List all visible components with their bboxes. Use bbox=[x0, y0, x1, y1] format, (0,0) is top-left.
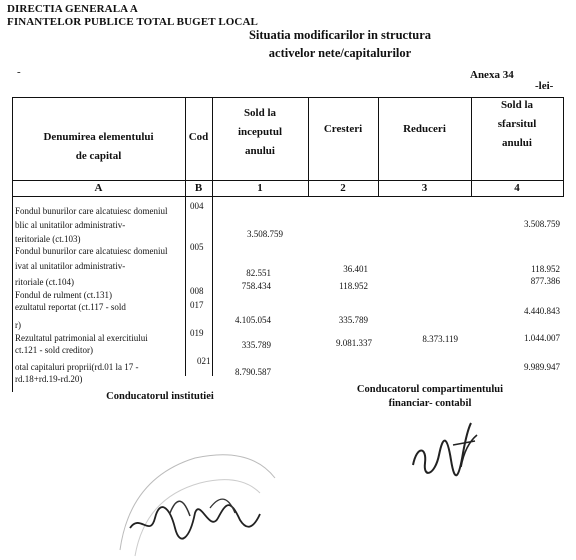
column-letter-b: B bbox=[194, 182, 203, 194]
institution-line-2: FINANTELOR PUBLICE TOTAL BUGET LOCAL bbox=[7, 16, 258, 28]
row-code: 019 bbox=[190, 328, 204, 338]
column-letter-4: 4 bbox=[514, 182, 520, 194]
row-label: Fondul de rulment (ct.131) bbox=[15, 290, 112, 300]
cell-cresteri: 118.952 bbox=[339, 281, 368, 291]
signature-title-left: Conducatorul institutiei bbox=[106, 391, 214, 402]
cell-sold-inceput: 82.551 bbox=[246, 268, 271, 278]
cell-sold-sfarsit: 9.989.947 bbox=[524, 362, 560, 372]
row-label: otal capitaluri proprii(rd.01 la 17 - rd.18+rd.19-rd.20) bbox=[15, 362, 139, 384]
row-code: 005 bbox=[190, 242, 204, 252]
document-title-line-1: Situatia modificarilor in structura bbox=[248, 28, 432, 42]
cell-sold-sfarsit: 3.508.759 bbox=[524, 219, 560, 229]
row-label: Fondul bunurilor care alcatuiesc domeniul ivat al unitatilor administrativ- ritoriale (ct.104) bbox=[15, 246, 168, 287]
cell-sold-inceput: 3.508.759 bbox=[247, 229, 283, 239]
column-header-sold-sfarsit: Sold la sfarsitul anului bbox=[497, 99, 537, 149]
column-header-reduceri: Reduceri bbox=[403, 123, 446, 135]
cell-reduceri: 8.373.119 bbox=[422, 334, 458, 344]
row-code: 021 bbox=[197, 356, 211, 366]
annex-label: Anexa 34 bbox=[470, 69, 514, 81]
column-header-cresteri: Cresteri bbox=[323, 123, 363, 135]
column-header-sold-inceput: Sold la inceputul anului bbox=[237, 107, 282, 157]
cell-cresteri: 9.081.337 bbox=[336, 338, 372, 348]
column-letter-a: A bbox=[94, 182, 103, 194]
column-letter-1: 1 bbox=[257, 182, 263, 194]
cell-sold-sfarsit: 877.386 bbox=[530, 276, 560, 286]
column-header-code: Cod bbox=[188, 131, 209, 143]
row-code: 017 bbox=[190, 300, 204, 310]
column-header-element: Denumirea elementului de capital bbox=[43, 131, 154, 162]
cell-sold-inceput: 335.789 bbox=[241, 340, 271, 350]
signature-title-right: Conducatorul compartimentului financiar- contabil bbox=[356, 384, 504, 409]
cell-sold-inceput: 4.105.054 bbox=[235, 315, 271, 325]
stamp-signature-left bbox=[100, 418, 290, 560]
row-label: Fondul bunurilor care alcatuiesc domeniul blic al unitatilor administrativ- teritoriale (ct.103) bbox=[15, 206, 168, 244]
column-letter-2: 2 bbox=[340, 182, 346, 194]
cell-sold-inceput: 8.790.587 bbox=[235, 367, 271, 377]
dash-mark: - bbox=[17, 66, 21, 78]
cell-sold-sfarsit: 4.440.843 bbox=[524, 306, 560, 316]
row-label: Rezultatul patrimonial al exercitiului ct.121 - sold creditor) bbox=[15, 333, 148, 355]
cell-sold-sfarsit: 1.044.007 bbox=[524, 333, 560, 343]
cell-cresteri: 36.401 bbox=[343, 264, 368, 274]
document-title-line-2: activelor nete/capitalurilor bbox=[268, 46, 412, 60]
signature-right bbox=[405, 405, 495, 485]
row-code: 004 bbox=[190, 201, 204, 211]
row-code: 008 bbox=[190, 286, 204, 296]
cell-sold-inceput: 758.434 bbox=[241, 281, 271, 291]
currency-unit: -lei- bbox=[535, 80, 554, 92]
row-label: ezultatul reportat (ct.117 - sold r) bbox=[15, 302, 126, 330]
column-letter-3: 3 bbox=[421, 182, 428, 194]
cell-sold-sfarsit: 118.952 bbox=[531, 264, 560, 274]
institution-line-1: DIRECTIA GENERALA A bbox=[7, 3, 138, 15]
cell-cresteri: 335.789 bbox=[338, 315, 368, 325]
